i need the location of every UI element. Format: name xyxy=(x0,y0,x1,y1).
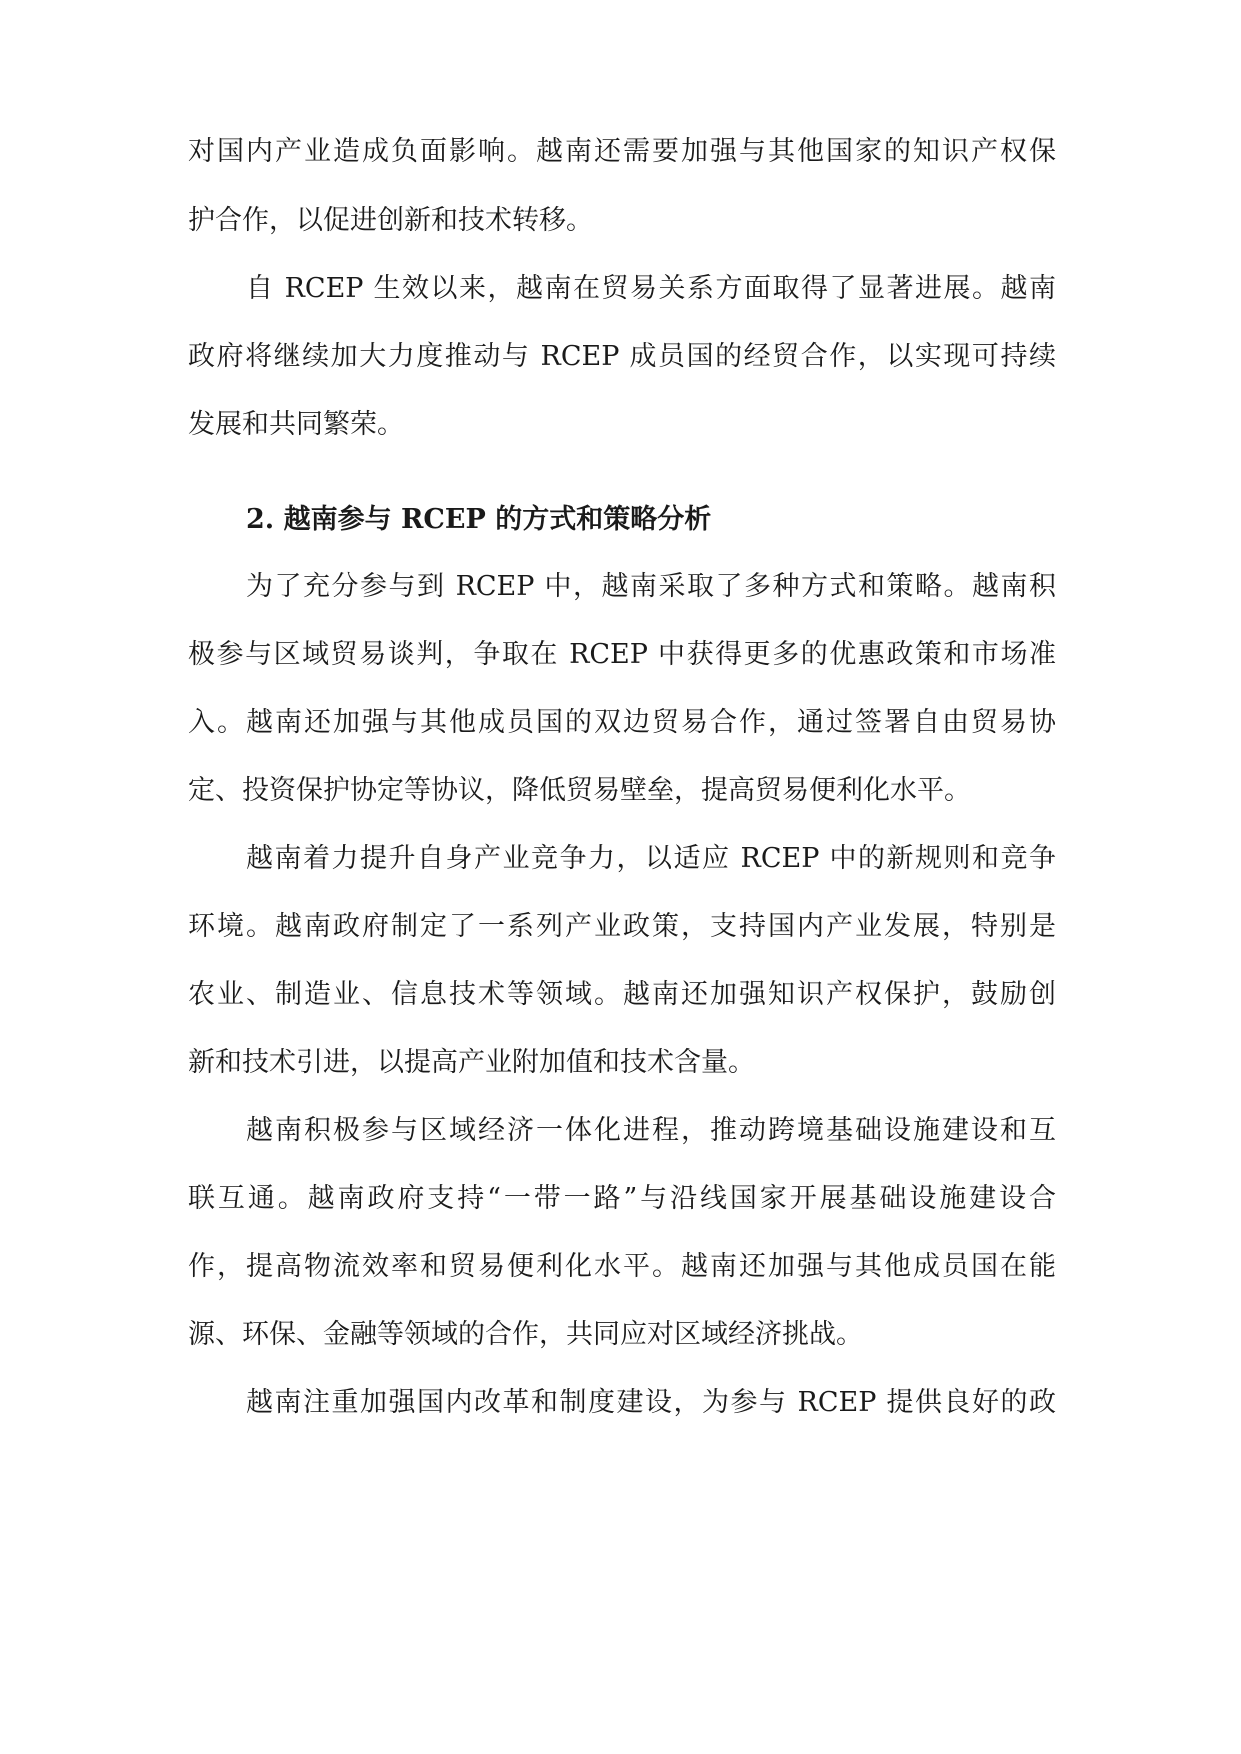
paragraph-line: 作，提高物流效率和贸易便利化水平。越南还加强与其他成员国在能 xyxy=(188,1251,1056,1282)
paragraph-line: 极参与区域贸易谈判，争取在 RCEP 中获得更多的优惠政策和市场准 xyxy=(188,639,1056,670)
paragraph-line: 入。越南还加强与其他成员国的双边贸易合作，通过签署自由贸易协 xyxy=(188,707,1056,738)
paragraph-line: 越南注重加强国内改革和制度建设，为参与 RCEP 提供良好的政 xyxy=(246,1387,1056,1418)
paragraph-line: 新和技术引进，以提高产业附加值和技术含量。 xyxy=(188,1047,755,1078)
section-heading: 2. 越南参与 RCEP 的方式和策略分析 xyxy=(246,504,712,535)
paragraph-line: 源、环保、金融等领域的合作，共同应对区域经济挑战。 xyxy=(188,1319,863,1350)
paragraph-line: 越南着力提升自身产业竞争力，以适应 RCEP 中的新规则和竞争 xyxy=(246,843,1056,874)
paragraph-line: 联互通。越南政府支持“一带一路”与沿线国家开展基础设施建设合 xyxy=(188,1183,1056,1214)
paragraph-line: 为了充分参与到 RCEP 中，越南采取了多种方式和策略。越南积 xyxy=(246,571,1056,602)
paragraph-line: 定、投资保护协定等协议，降低贸易壁垒，提高贸易便利化水平。 xyxy=(188,775,971,806)
paragraph-line: 自 RCEP 生效以来，越南在贸易关系方面取得了显著进展。越南 xyxy=(246,273,1056,304)
paragraph-line: 农业、制造业、信息技术等领域。越南还加强知识产权保护，鼓励创 xyxy=(188,979,1056,1010)
paragraph-line: 越南积极参与区域经济一体化进程，推动跨境基础设施建设和互 xyxy=(246,1115,1056,1146)
paragraph-line: 对国内产业造成负面影响。越南还需要加强与其他国家的知识产权保 xyxy=(188,136,1056,167)
paragraph-line: 发展和共同繁荣。 xyxy=(188,409,404,440)
paragraph-line: 环境。越南政府制定了一系列产业政策，支持国内产业发展，特别是 xyxy=(188,911,1056,942)
paragraph-line: 护合作，以促进创新和技术转移。 xyxy=(188,205,593,236)
paragraph-line: 政府将继续加大力度推动与 RCEP 成员国的经贸合作，以实现可持续 xyxy=(188,341,1056,372)
